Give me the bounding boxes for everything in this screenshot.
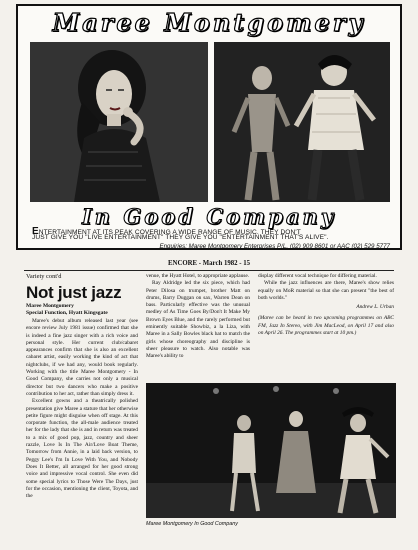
ad-photo-dancers [214, 42, 390, 202]
article-column-1 [26, 318, 138, 500]
author-signature: Andrew L. Urban [356, 304, 394, 311]
ad-photo-singer-portrait [30, 42, 208, 202]
col3-paragraph: display different vocal technique for differing material. [258, 273, 377, 279]
ad-drop-cap: E [32, 226, 39, 237]
broadcast-note: (Maree can be heard in two upcoming programmes on ABC FM, Jazz In Stereo, with Jim MacLeod, on April 17 and also on April 26. The programmes start at 10 pm.) [258, 315, 394, 337]
ad-enquiries: Enquiries: Maree Montgomery Enterprises P/L. (02) 909 8601 or AAC (02) 529 5777 [159, 243, 390, 250]
dancers-image [214, 42, 390, 202]
photo-caption: Maree Montgomery In Good Company [146, 521, 238, 527]
ad-description-line-2: JUST GIVE YOU "LIVE ENTERTAINMENT" THEY GIVE YOU "ENTERTAINMENT THAT'S ALIVE". [32, 234, 329, 241]
article-headline: Not just jazz [26, 283, 122, 302]
advertisement-panel [16, 4, 402, 250]
article-photo-stage [146, 383, 396, 518]
article-subject: Maree Montgomery [26, 303, 74, 309]
article-column-3 [258, 273, 394, 337]
section-continued-label: Variety cont'd [26, 273, 62, 280]
ad-title: Maree Montgomery [52, 8, 366, 37]
article-venue: Special Function, Hyatt Kingsgate [26, 310, 108, 316]
col1-paragraph: Maree's debut album released last year (see encore review July 1981 issue) confirmed that she is indeed a fine jazz singer with a rich voice and personal style. Her current club/cabaret appearances confirm that she is also an excellent cabaret artist, easily working the kind of act that nightclubs, if we had any, would book regularly. Working with the title Maree Montgomery - In Good Company, she carries not only a musical director but two dancers who make a positive contribution to her act, rather than simply dress it. [26, 318, 138, 397]
col2-paragraph: Ray Aldridge led the six piece, which had Peter Dilosa on trumpet, brother Matt on drums, Barry Duggan on sax, Warren Dean on bass. Particularly effective was the unusual medley of As Time Goes By/Don't It Make My Brown Eyes Blue, and the rarely performed but eminently suitable Showbiz, a la Liza, with Maree in a Sally Bowles black hat to match the girls whose choreography and discipline is sheer pleasure to watch. Also notable was Maree's ability to [146, 280, 250, 360]
folio-divider [24, 270, 394, 271]
page-folio: ENCORE - March 1982 - 15 [168, 260, 250, 267]
col2-paragraph: venue, the Hyatt Hotel, to appropriate applause. [146, 273, 250, 279]
article-column-2 [146, 273, 250, 361]
col1-paragraph: Excellent gowns and a theatrically polished presentation give Maree a stature that her otherwise petite figure might disguise when off stage. At this corporate function, the all-male audience treated her for the lady that she is and in return was treated to a mix of good pop, jazz, country and sheer razzle, Love Is In The Air/Love Boat Theme, Tomorrow from Annie, in a laid back version, to Peggy Lee's I'm In Love With You, and Nobody Does It Better, all arranged for her good strong voice and impressive vocal control. She even did some special lyrics to Those Were The Days, just for the occasion, mentioning the client, Toyota, and the [26, 398, 138, 500]
stage-performance-image [146, 383, 396, 518]
ad-description-line-1-text: NTERTAINMENT AT ITS PEAK COVERING A WIDE RANGE OF MUSIC. THEY DON'T [38, 229, 301, 236]
singer-portrait-image [30, 42, 208, 202]
ad-tagline: In Good Company [81, 204, 337, 229]
col3-paragraph: While the jazz influences are there, Maree's show relies equally on MoR material so that she can present "the best of both worlds." [258, 280, 394, 301]
